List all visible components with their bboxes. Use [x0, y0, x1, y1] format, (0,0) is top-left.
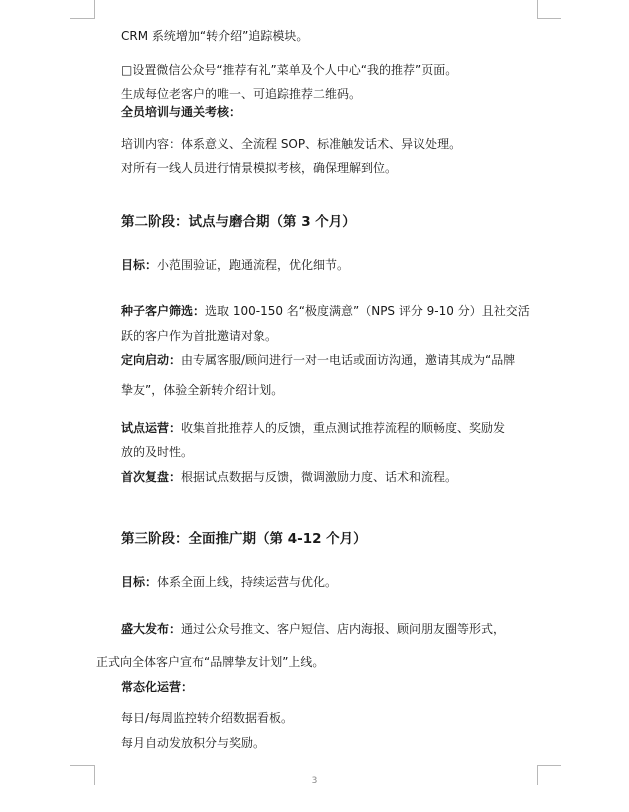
trial-text: 收集首批推荐人的反馈，重点测试推荐流程的顺畅度、奖励发 [181, 421, 506, 435]
phase2-launch [121, 352, 515, 368]
crop-mark-top-left [94, 0, 95, 19]
release-label: 盛大发布： [121, 622, 182, 636]
phase2-trial-cont: 放的及时性。 [121, 445, 194, 459]
review-label: 首次复盘： [121, 470, 182, 484]
body-line: 对所有一线人员进行情景模拟考核，确保理解到位。 [121, 161, 398, 175]
phase2-review [121, 469, 457, 485]
phase2-trial [121, 420, 505, 436]
trial-label: 试点运营： [121, 421, 182, 435]
release-text: 通过公众号推文、客户短信、店内海报、顾问朋友圈等形式， [181, 622, 506, 636]
crop-mark-bottom-left [70, 765, 94, 766]
page-number: 3 [311, 776, 318, 786]
ops-label: 常态化运营： [121, 680, 194, 694]
launch-text: 由专属客服/顾问进行一对一电话或面访沟通，邀请其成为“品牌 [181, 353, 516, 367]
phase2-launch-cont: 挚友”，体验全新转介绍计划。 [121, 383, 284, 397]
seed-label: 种子客户筛选： [121, 304, 206, 318]
ops-item: 每日/每周监控转介绍数据看板。 [121, 711, 294, 725]
seed-text: 选取 100-150 名“极度满意”（NPS 评分 9-10 分）且社交活 [205, 304, 530, 318]
crop-mark-top-right [537, 0, 538, 19]
body-line: 生成每位老客户的唯一、可追踪推荐二维码。 [121, 87, 362, 101]
phase2-seed [121, 303, 530, 319]
crop-mark-bottom-right [537, 765, 561, 766]
section-label: 全员培训与通关考核： [121, 105, 242, 119]
review-text: 根据试点数据与反馈，微调激励力度、话术和流程。 [181, 470, 458, 484]
goal-text: 小范围验证，跑通流程，优化细节。 [157, 258, 350, 272]
body-line: □设置微信公众号“推荐有礼”菜单及个人中心“我的推荐”页面。 [121, 63, 458, 77]
crop-mark-top-right [537, 18, 561, 19]
goal-text: 体系全面上线，持续运营与优化。 [157, 575, 338, 589]
phase2-heading: 第二阶段：试点与磨合期（第 3 个月） [121, 214, 356, 230]
body-line: CRM 系统增加“转介绍”追踪模块。 [121, 29, 309, 43]
phase3-release [121, 621, 505, 637]
goal-label: 目标： [121, 575, 158, 589]
crop-mark-top-left [70, 18, 94, 19]
phase2-seed-cont: 跃的客户作为首批邀请对象。 [121, 329, 278, 343]
ops-item: 每月自动发放积分与奖励。 [121, 736, 266, 750]
launch-label: 定向启动： [121, 353, 182, 367]
phase3-heading: 第三阶段：全面推广期（第 4-12 个月） [121, 531, 367, 547]
phase3-goal [121, 574, 337, 590]
body-line: 培训内容：体系意义、全流程 SOP、标准触发话术、异议处理。 [121, 137, 462, 151]
phase2-goal [121, 257, 349, 273]
phase3-release-cont: 正式向全体客户宣布“品牌挚友计划”上线。 [96, 655, 325, 669]
goal-label: 目标： [121, 258, 158, 272]
